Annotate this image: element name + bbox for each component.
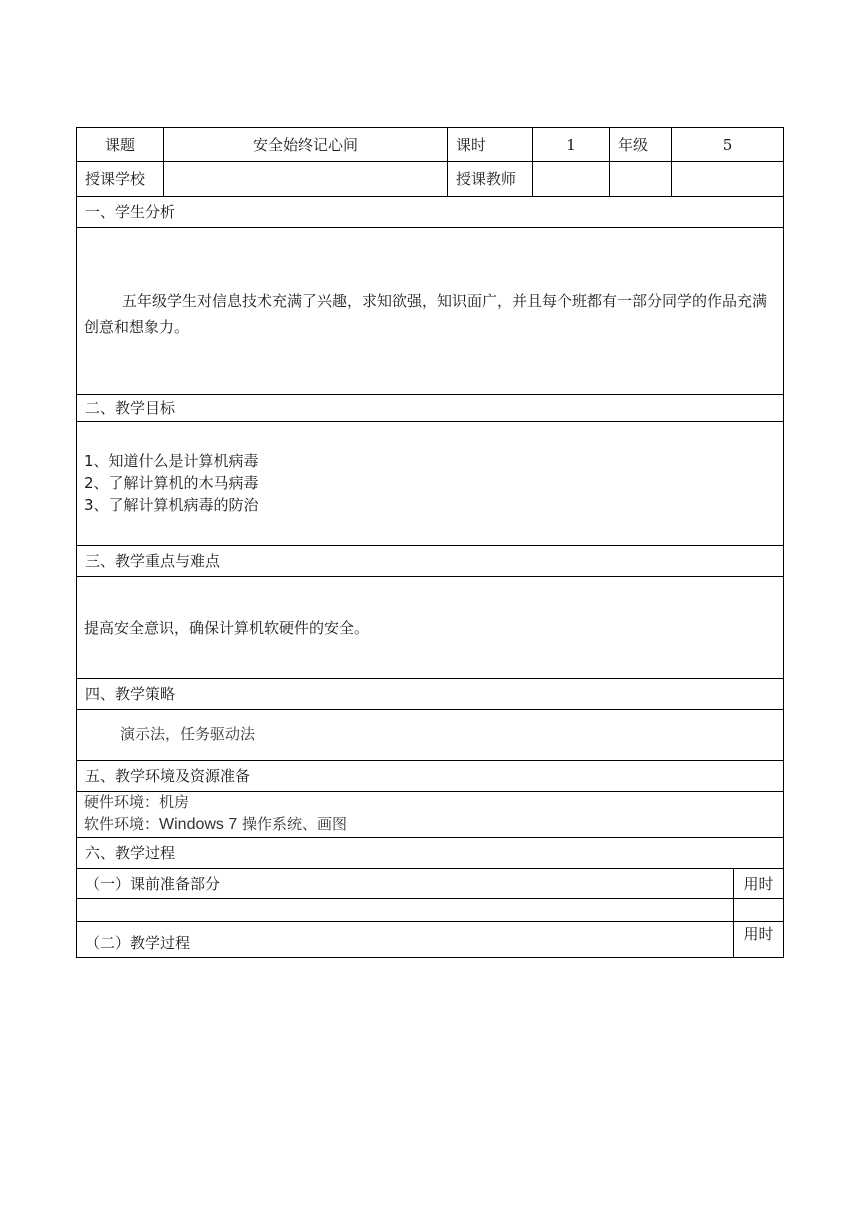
objective-item: 2、了解计算机的木马病毒 (84, 474, 259, 492)
section-title: 五、教学环境及资源准备 (85, 767, 251, 785)
topic-label: 课题 (104, 135, 135, 154)
software-env-prefix: 软件环境： (84, 815, 160, 833)
section-title: 四、教学策略 (85, 685, 176, 703)
student-analysis-text: 五年级学生对信息技术充满了兴趣，求知欲强，知识面广，并且每个班都有一部分同学的作品充满创意和想象力。 (84, 292, 768, 336)
hours-label-cell (447, 127, 533, 162)
school-value-cell (163, 161, 448, 197)
topic-value-cell (163, 127, 448, 162)
section-title: 二、教学目标 (85, 399, 176, 417)
software-env-suffix: 操作系统、画图 (242, 815, 348, 833)
process-part2-label: （二）教学过程 (85, 933, 191, 952)
process-part1-time-label: 用时 (743, 874, 774, 893)
teacher-label-cell (447, 161, 533, 197)
student-analysis-title-cell (76, 196, 784, 228)
key-points-text: 提高安全意识，确保计算机软硬件的安全。 (84, 619, 370, 637)
hours-value-cell (532, 127, 610, 162)
process-part2-cell (76, 921, 734, 958)
teacher-value-cell-2 (609, 161, 672, 197)
process-title-cell (76, 837, 784, 869)
section-title: 一、学生分析 (85, 203, 176, 221)
hardware-env-text: 硬件环境：机房 (84, 793, 190, 811)
process-part1-cell (76, 868, 734, 899)
grade-value: 5 (722, 135, 733, 154)
objective-item: 1、知道什么是计算机病毒 (84, 452, 259, 470)
teacher-value-cell-1 (532, 161, 610, 197)
objective-item: 3、了解计算机病毒的防治 (84, 496, 259, 514)
hours-value: 1 (566, 135, 576, 154)
section-title: 六、教学过程 (85, 844, 176, 862)
key-points-title-cell (76, 545, 784, 577)
school-label-cell (76, 161, 164, 197)
process-part2-time-label: 用时 (743, 925, 774, 943)
section-title: 三、教学重点与难点 (85, 552, 221, 570)
grade-value-cell (671, 127, 784, 162)
grade-label-cell (609, 127, 672, 162)
topic-label-cell (76, 127, 164, 162)
environment-title-cell (76, 760, 784, 792)
strategy-text: 演示法，任务驱动法 (120, 725, 256, 743)
software-env-os: Windows 7 (159, 816, 238, 833)
process-part1-label: （一）课前准备部分 (85, 874, 221, 893)
grade-label: 年级 (618, 135, 649, 154)
process-empty-time-cell (733, 898, 784, 922)
hours-label: 课时 (456, 135, 487, 154)
strategy-title-cell (76, 678, 784, 710)
topic-value: 安全始终记心间 (252, 135, 358, 154)
process-empty-cell (76, 898, 734, 922)
process-part1-time-cell (733, 868, 784, 899)
school-label: 授课学校 (85, 170, 146, 188)
process-part2-time-cell (733, 921, 784, 958)
objectives-title-cell (76, 394, 784, 422)
teacher-value-cell-3 (671, 161, 784, 197)
software-env-line (84, 813, 347, 836)
teacher-label: 授课教师 (456, 170, 517, 188)
